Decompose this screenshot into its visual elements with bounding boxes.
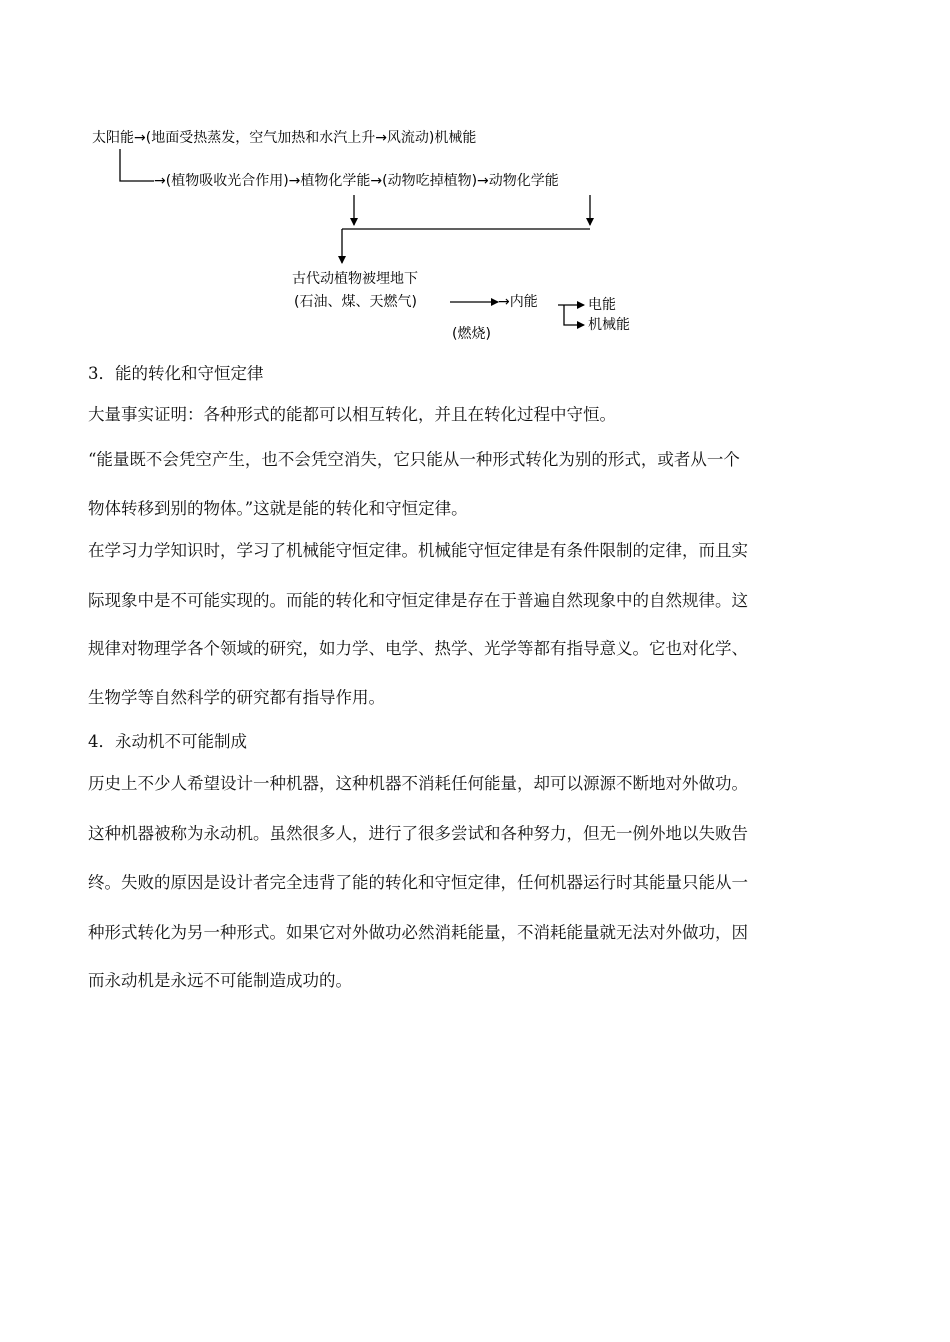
diagram-fuels-label: (石油、煤、天燃气) [294, 294, 417, 310]
section-4-line-3: 终。失败的原因是设计者完全违背了能的转化和守恒定律，任何机器运行时其能量只能从一 [88, 873, 748, 892]
section-4-line-5: 而永动机是永远不可能制造成功的。 [88, 971, 352, 990]
branch-connector [120, 149, 154, 181]
section-3-line-1: 大量事实证明：各种形式的能都可以相互转化，并且在转化过程中守恒。 [88, 405, 616, 424]
diagram-mechanical-energy: 机械能 [588, 317, 630, 333]
diagram-internal-energy: →内能 [498, 294, 538, 310]
section-3-line-4: 在学习力学知识时，学习了机械能守恒定律。机械能守恒定律是有条件限制的定律，而且实 [88, 541, 748, 560]
section-4-line-1: 历史上不少人希望设计一种机器，这种机器不消耗任何能量，却可以源源不断地对外做功。 [88, 774, 748, 793]
diagram-electric-energy: 电能 [588, 297, 616, 313]
section-4-line-2: 这种机器被称为永动机。虽然很多人，进行了很多尝试和各种努力，但无一例外地以失败告 [88, 824, 748, 843]
to-mechanical-arrow [564, 305, 584, 325]
diagram-row-solar: 太阳能→(地面受热蒸发，空气加热和水汽上升→风流动)机械能 [92, 130, 477, 146]
energy-flow-diagram [80, 115, 640, 355]
section-3-line-3: 物体转移到别的物体。”这就是能的转化和守恒定律。 [88, 499, 468, 518]
diagram-row-plants: →(植物吸收光合作用)→植物化学能→(动物吃掉植物)→动物化学能 [154, 173, 559, 189]
section-3-line-2: “能量既不会凭空产生，也不会凭空消失，它只能从一种形式转化为别的形式，或者从一个 [88, 450, 740, 469]
section-3-line-7: 生物学等自然科学的研究都有指导作用。 [88, 688, 385, 707]
section-3-line-6: 规律对物理学各个领域的研究，如力学、电学、热学、光学等都有指导意义。它也对化学、 [88, 639, 748, 658]
diagram-buried-label: 古代动植物被埋地下 [292, 271, 418, 287]
section-4-line-4: 种形式转化为另一种形式。如果它对外做功必然消耗能量，不消耗能量就无法对外做功，因 [88, 923, 748, 942]
section-4-heading: 4．永动机不可能制成 [88, 732, 247, 751]
section-3-heading: 3．能的转化和守恒定律 [88, 364, 264, 383]
diagram-connectors [80, 115, 640, 355]
section-3-line-5: 际现象中是不可能实现的。而能的转化和守恒定律是存在于普遍自然现象中的自然规律。这 [88, 591, 748, 610]
diagram-combustion-label: (燃烧) [452, 326, 491, 342]
